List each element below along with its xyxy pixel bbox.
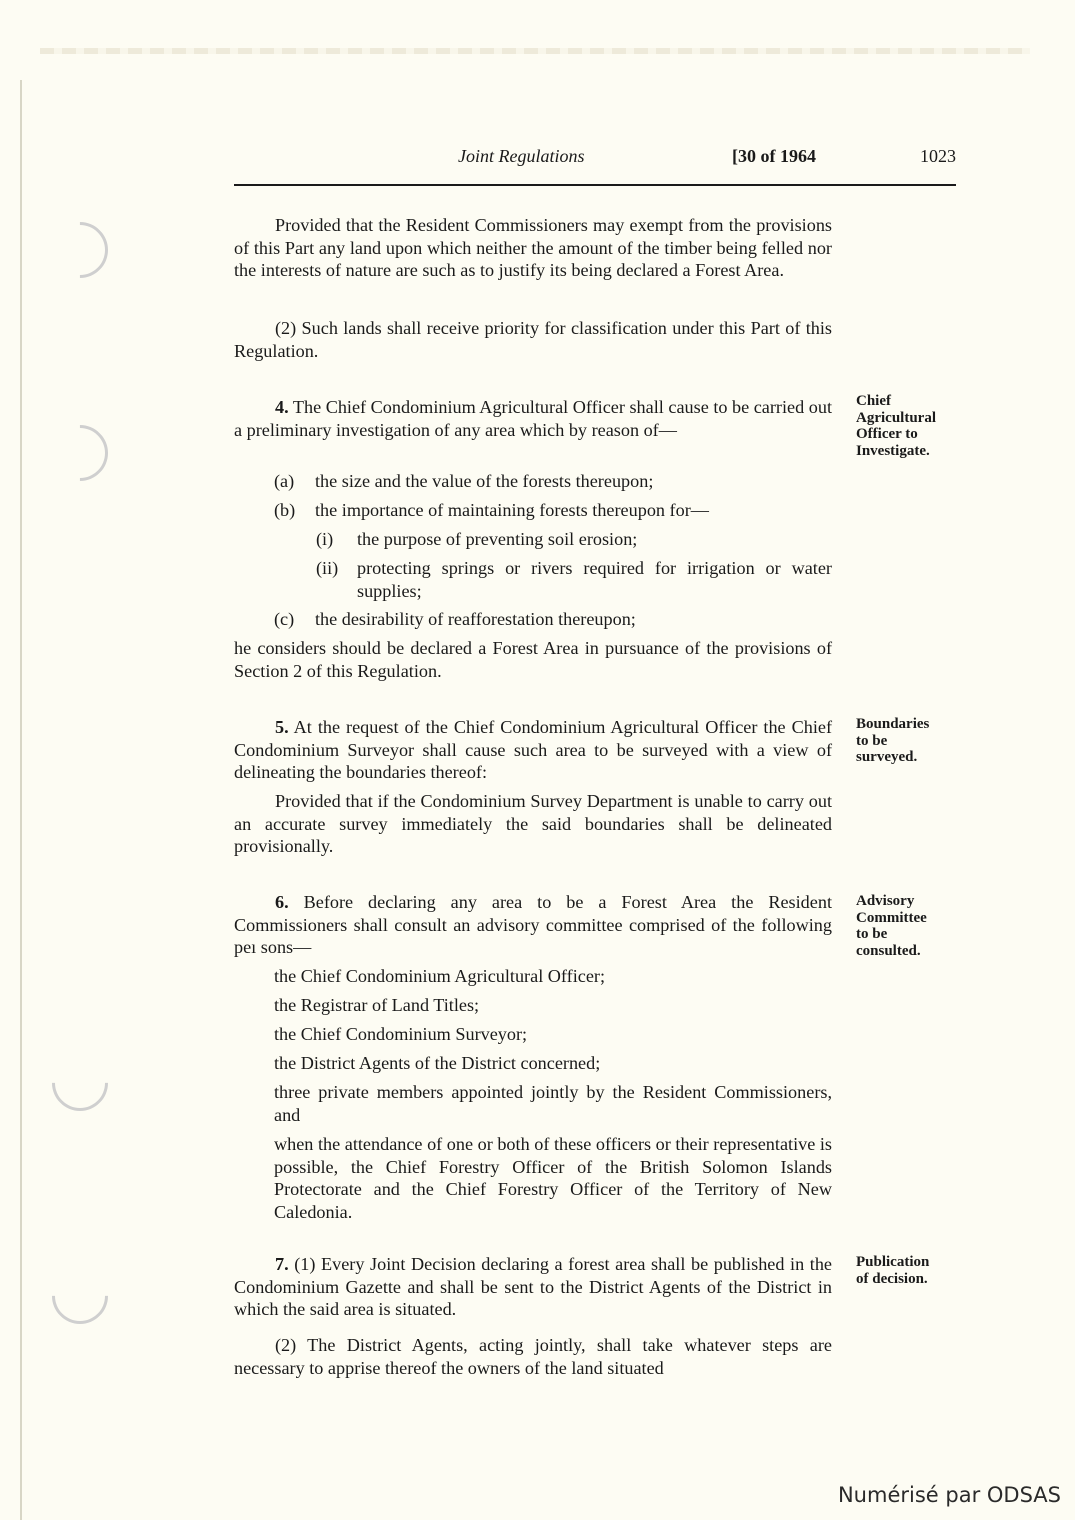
margin-note-section-7: Publication of decision. — [856, 1254, 930, 1287]
section-5 — [234, 716, 832, 784]
header-title: Joint Regulations — [458, 146, 585, 166]
section-6-lead: Before declaring any area to be a Forest Area the Resident Commissioners shall consult an advisory committee comprised of the following peı sons— — [234, 892, 832, 958]
committee-member: the Chief Condominium Agricultural Officer; — [274, 966, 606, 986]
punch-hole-icon — [40, 210, 119, 289]
binding-edge — [20, 80, 22, 1520]
list-item: (a) the size and the value of the forests thereupon; — [274, 471, 654, 491]
scan-edge — [40, 48, 1030, 54]
section-4-lead: The Chief Condominium Agricultural Officer shall cause to be carried out a preliminary investigation of any area which by reason of— — [234, 397, 833, 440]
committee-member: three private members appointed jointly by the Resident Commissioners, and — [274, 1082, 832, 1125]
list-item: (c) the desirability of reafforestation thereupon; — [274, 609, 636, 629]
section-5-lead: At the request of the Chief Condominium Agricultural Officer the Chief Condominium Surveyor shall cause such area to be surveyed with a view of delineating the boundaries thereof: — [234, 717, 833, 783]
punch-hole-icon — [40, 413, 119, 492]
punch-hole-icon — [40, 1043, 119, 1122]
punch-hole-icon — [40, 1256, 119, 1335]
section-4 — [234, 396, 832, 441]
margin-note-section-5: Boundaries to be surveyed. — [856, 716, 930, 765]
section-6 — [234, 891, 832, 959]
committee-member: the Chief Condominium Surveyor; — [274, 1024, 528, 1044]
list-subitem: (i) the purpose of preventing soil erosion; — [316, 529, 638, 549]
section-number: 6. — [275, 892, 289, 912]
section-number: 5. — [275, 717, 289, 737]
header-act: [30 of 1964 — [732, 146, 816, 166]
committee-member: when the attendance of one or both of these officers or their representative is possible, the Chief Forestry Officer of the British Solomon Islands Protectorate and the Chief Forestry Officer of the Territory of New Caledonia. — [274, 1134, 832, 1222]
committee-member: the Registrar of Land Titles; — [274, 995, 480, 1015]
section-5-proviso: Provided that if the Condominium Survey Department is unable to carry out an accurate survey immediately the said boundaries shall be delineated provisionally. — [234, 791, 832, 857]
section-number: 7. — [275, 1254, 289, 1274]
page-number: 1023 — [920, 146, 956, 166]
committee-member: the District Agents of the District concerned; — [274, 1053, 601, 1073]
intro-proviso: Provided that the Resident Commissioners may exempt from the provisions of this Part any land upon which neither the amount of the timber being felled nor the interests of nature are such as to justify its being declared a Forest Area. — [234, 215, 832, 281]
list-subitem: (ii) protecting springs or rivers required for irrigation or water supplies; — [316, 558, 832, 601]
intro-subsection-2: (2) Such lands shall receive priority for classification under this Part of this Regulation. — [234, 318, 832, 361]
section-number: 4. — [275, 397, 289, 417]
margin-note-section-4: Chief Agricultural Officer to Investigate. — [856, 393, 936, 459]
list-item: (b) the importance of maintaining forests thereupon for— — [274, 500, 709, 520]
section-7-lead: (1) Every Joint Decision declaring a forest area shall be published in the Condominium Gazette and shall be sent to the District Agents of the District in which the said area is situated. — [234, 1254, 832, 1320]
section-7 — [234, 1253, 832, 1321]
section-7-subsection-2: (2) The District Agents, acting jointly, shall take whatever steps are necessary to apprise thereof the owners of the land situated — [234, 1335, 832, 1378]
header-rule — [234, 184, 956, 186]
running-header — [234, 146, 956, 174]
margin-note-section-6: Advisory Committee to be consulted. — [856, 893, 927, 959]
section-4-tail: he considers should be declared a Forest Area in pursuance of the provisions of Section 2 of this Regulation. — [234, 638, 832, 681]
digitization-watermark: Numérisé par ODSAS — [837, 1483, 1061, 1507]
